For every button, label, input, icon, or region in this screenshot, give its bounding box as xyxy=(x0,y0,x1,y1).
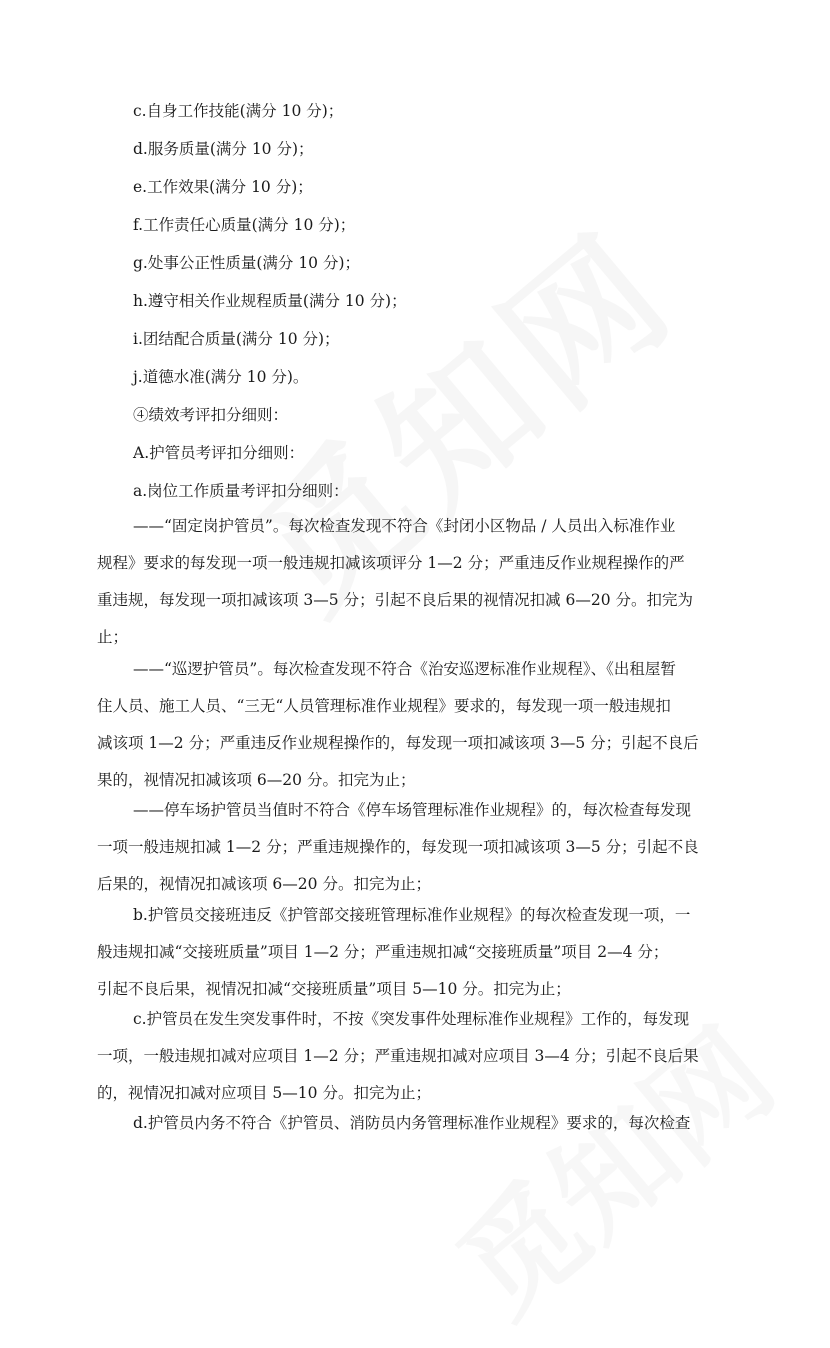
paragraph-line: 引起不良后果，视情况扣减“交接班质量”项目 5—10 分。扣完为止； xyxy=(97,980,571,998)
item-line: c.自身工作技能(满分 10 分)； xyxy=(133,102,344,120)
item-line: e.工作效果(满分 10 分)； xyxy=(133,178,313,196)
subsection-heading: A.护管员考评扣分细则： xyxy=(133,444,305,462)
subsection-heading: a.岗位工作质量考评扣分细则： xyxy=(133,482,349,500)
paragraph-shift-handover xyxy=(97,897,737,1008)
paragraph-line: 住人员、施工人员、“三无“人员管理标准作业规程》要求的，每发现一项一般违规扣 xyxy=(97,697,671,715)
paragraph-line: 般违规扣减“交接班质量”项目 1—2 分；严重违规扣减“交接班质量”项目 2—4 分； xyxy=(97,943,669,961)
paragraph-line: c.护管员在发生突发事件时，不按《突发事件处理标准作业规程》工作的，每发现 xyxy=(133,1010,690,1028)
paragraph-line: 的，视情况扣减对应项目 5—10 分。扣完为止； xyxy=(97,1084,431,1102)
paragraph-parking xyxy=(97,792,737,903)
item-line: d.服务质量(满分 10 分)； xyxy=(133,140,314,158)
paragraph-patrol xyxy=(97,651,737,799)
paragraph-line: 止； xyxy=(97,628,129,646)
paragraph-line: b.护管员交接班违反《护管部交接班管理标准作业规程》的每次检查发现一项，一 xyxy=(133,906,691,924)
paragraph-line: 一项，一般违规扣减对应项目 1—2 分；严重违规扣减对应项目 3—4 分；引起不良后果 xyxy=(97,1047,699,1065)
paragraph-internal-affairs xyxy=(97,1105,737,1142)
paragraph-line: ——“巡逻护管员”。每次检查发现不符合《治安巡逻标准作业规程》、《出租屋暂 xyxy=(133,660,676,678)
paragraph-emergency xyxy=(97,1001,737,1112)
item-line: i.团结配合质量(满分 10 分)； xyxy=(133,330,340,348)
paragraph-line: 后果的，视情况扣减该项 6—20 分。扣完为止； xyxy=(97,875,431,893)
section-heading: ④绩效考评扣分细则： xyxy=(133,406,289,424)
item-line: g.处事公正性质量(满分 10 分)； xyxy=(133,254,361,272)
item-line: f.工作责任心质量(满分 10 分)； xyxy=(133,216,356,234)
item-line: j.道德水准(满分 10 分)。 xyxy=(133,368,309,386)
paragraph-line: 果的，视情况扣减该项 6—20 分。扣完为止； xyxy=(97,771,416,789)
paragraph-line: 重违规，每发现一项扣减该项 3—5 分；引起不良后果的视情况扣减 6—20 分。扣完为 xyxy=(97,591,694,609)
paragraph-line: ——停车场护管员当值时不符合《停车场管理标准作业规程》的，每次检查每发现 xyxy=(133,801,692,819)
item-line: h.遵守相关作业规程质量(满分 10 分)； xyxy=(133,292,407,310)
paragraph-fixed-post xyxy=(97,508,737,656)
paragraph-line: 减该项 1—2 分；严重违反作业规程操作的，每发现一项扣减该项 3—5 分；引起不良后 xyxy=(97,734,699,752)
paragraph-line: 规程》要求的每发现一项一般违规扣减该项评分 1—2 分；严重违反作业规程操作的严 xyxy=(97,554,685,572)
paragraph-line: 一项一般违规扣减 1—2 分；严重违规操作的，每发现一项扣减该项 3—5 分；引起不良 xyxy=(97,838,699,856)
paragraph-line: d.护管员内务不符合《护管员、消防员内务管理标准作业规程》要求的，每次检查 xyxy=(133,1114,691,1132)
paragraph-line: ——“固定岗护管员”。每次检查发现不符合《封闭小区物品 / 人员出入标准作业 xyxy=(133,517,676,535)
